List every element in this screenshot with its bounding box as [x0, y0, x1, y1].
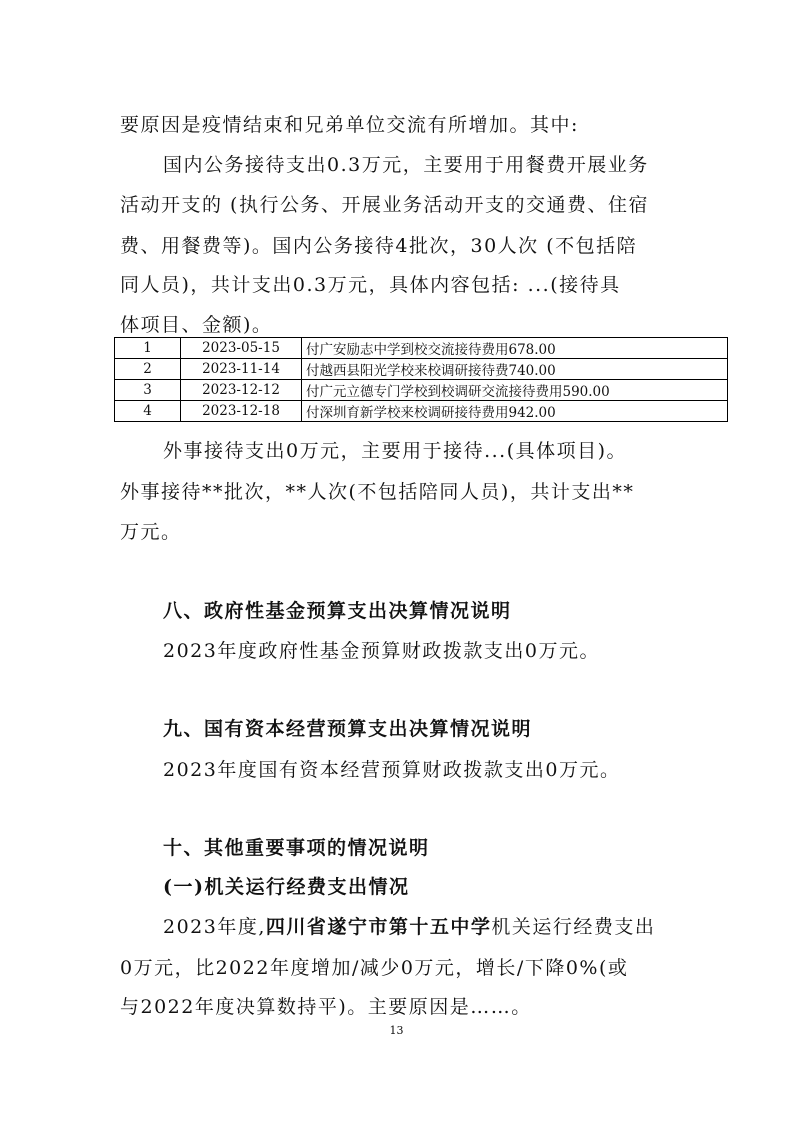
domestic-line-4: 同人员)，共计支出0.3万元，具体内容包括: ...(接待具 — [120, 274, 621, 296]
record-date: 2023-12-18 — [181, 401, 302, 422]
foreign-line-3: 万元。 — [120, 521, 182, 543]
section-8-body: 2023年度政府性基金预算财政拨款支出0万元。 — [163, 640, 600, 662]
record-description: 付广元立德专门学校到校调研交流接待费用590.00 — [302, 380, 728, 401]
section-10-line-1-suffix: 机关运行经费支出 — [491, 916, 656, 938]
record-number: 2 — [115, 359, 181, 380]
section-9-body: 2023年度国有资本经营预算财政拨款支出0万元。 — [163, 759, 621, 781]
record-description: 付深圳育新学校来校调研接待费用942.00 — [302, 401, 728, 422]
domestic-line-3: 费、用餐费等)。国内公务接待4批次，30人次 (不包括陪 — [120, 235, 638, 257]
section-8-heading: 八、政府性基金预算支出决算情况说明 — [163, 600, 512, 622]
table-row — [115, 380, 728, 401]
domestic-line-5: 体项目、金额)。 — [120, 314, 273, 336]
foreign-line-2: 外事接待**批次，**人次(不包括陪同人员)，共计支出** — [120, 481, 635, 503]
record-description: 付广安励志中学到校交流接待费用678.00 — [302, 338, 728, 359]
table-row — [115, 401, 728, 422]
table-row — [115, 338, 728, 359]
record-date: 2023-05-15 — [181, 338, 302, 359]
section-10-heading: 十、其他重要事项的情况说明 — [163, 837, 430, 859]
section-10-line-2: 0万元，比2022年度增加/减少0万元，增长/下降0%(或 — [120, 957, 629, 979]
domestic-line-1: 国内公务接待支出0.3万元，主要用于用餐费开展业务 — [163, 154, 649, 176]
reception-records-table — [114, 337, 728, 422]
section-10-subheading: (一)机关运行经费支出情况 — [163, 876, 410, 898]
section-10-line-1 — [163, 912, 655, 939]
record-number: 1 — [115, 338, 181, 359]
record-number: 3 — [115, 380, 181, 401]
section-10-line-1-prefix: 2023年度, — [163, 916, 266, 938]
record-date: 2023-11-14 — [181, 359, 302, 380]
intro-line: 要原因是疫情结束和兄弟单位交流有所增加。其中: — [120, 114, 579, 136]
section-9-heading: 九、国有资本经营预算支出决算情况说明 — [163, 718, 533, 740]
organization-name: 四川省遂宁市第十五中学 — [265, 916, 492, 938]
page-number: 13 — [389, 1024, 404, 1037]
record-date: 2023-12-12 — [181, 380, 302, 401]
record-number: 4 — [115, 401, 181, 422]
record-description: 付越西县阳光学校来校调研接待费740.00 — [302, 359, 728, 380]
table-row — [115, 359, 728, 380]
foreign-line-1: 外事接待支出0万元，主要用于接待...(具体项目)。 — [163, 440, 628, 462]
domestic-line-2: 活动开支的 (执行公务、开展业务活动开支的交通费、住宿 — [120, 194, 649, 216]
section-10-line-3: 与2022年度决算数持平)。主要原因是……。 — [120, 996, 532, 1018]
